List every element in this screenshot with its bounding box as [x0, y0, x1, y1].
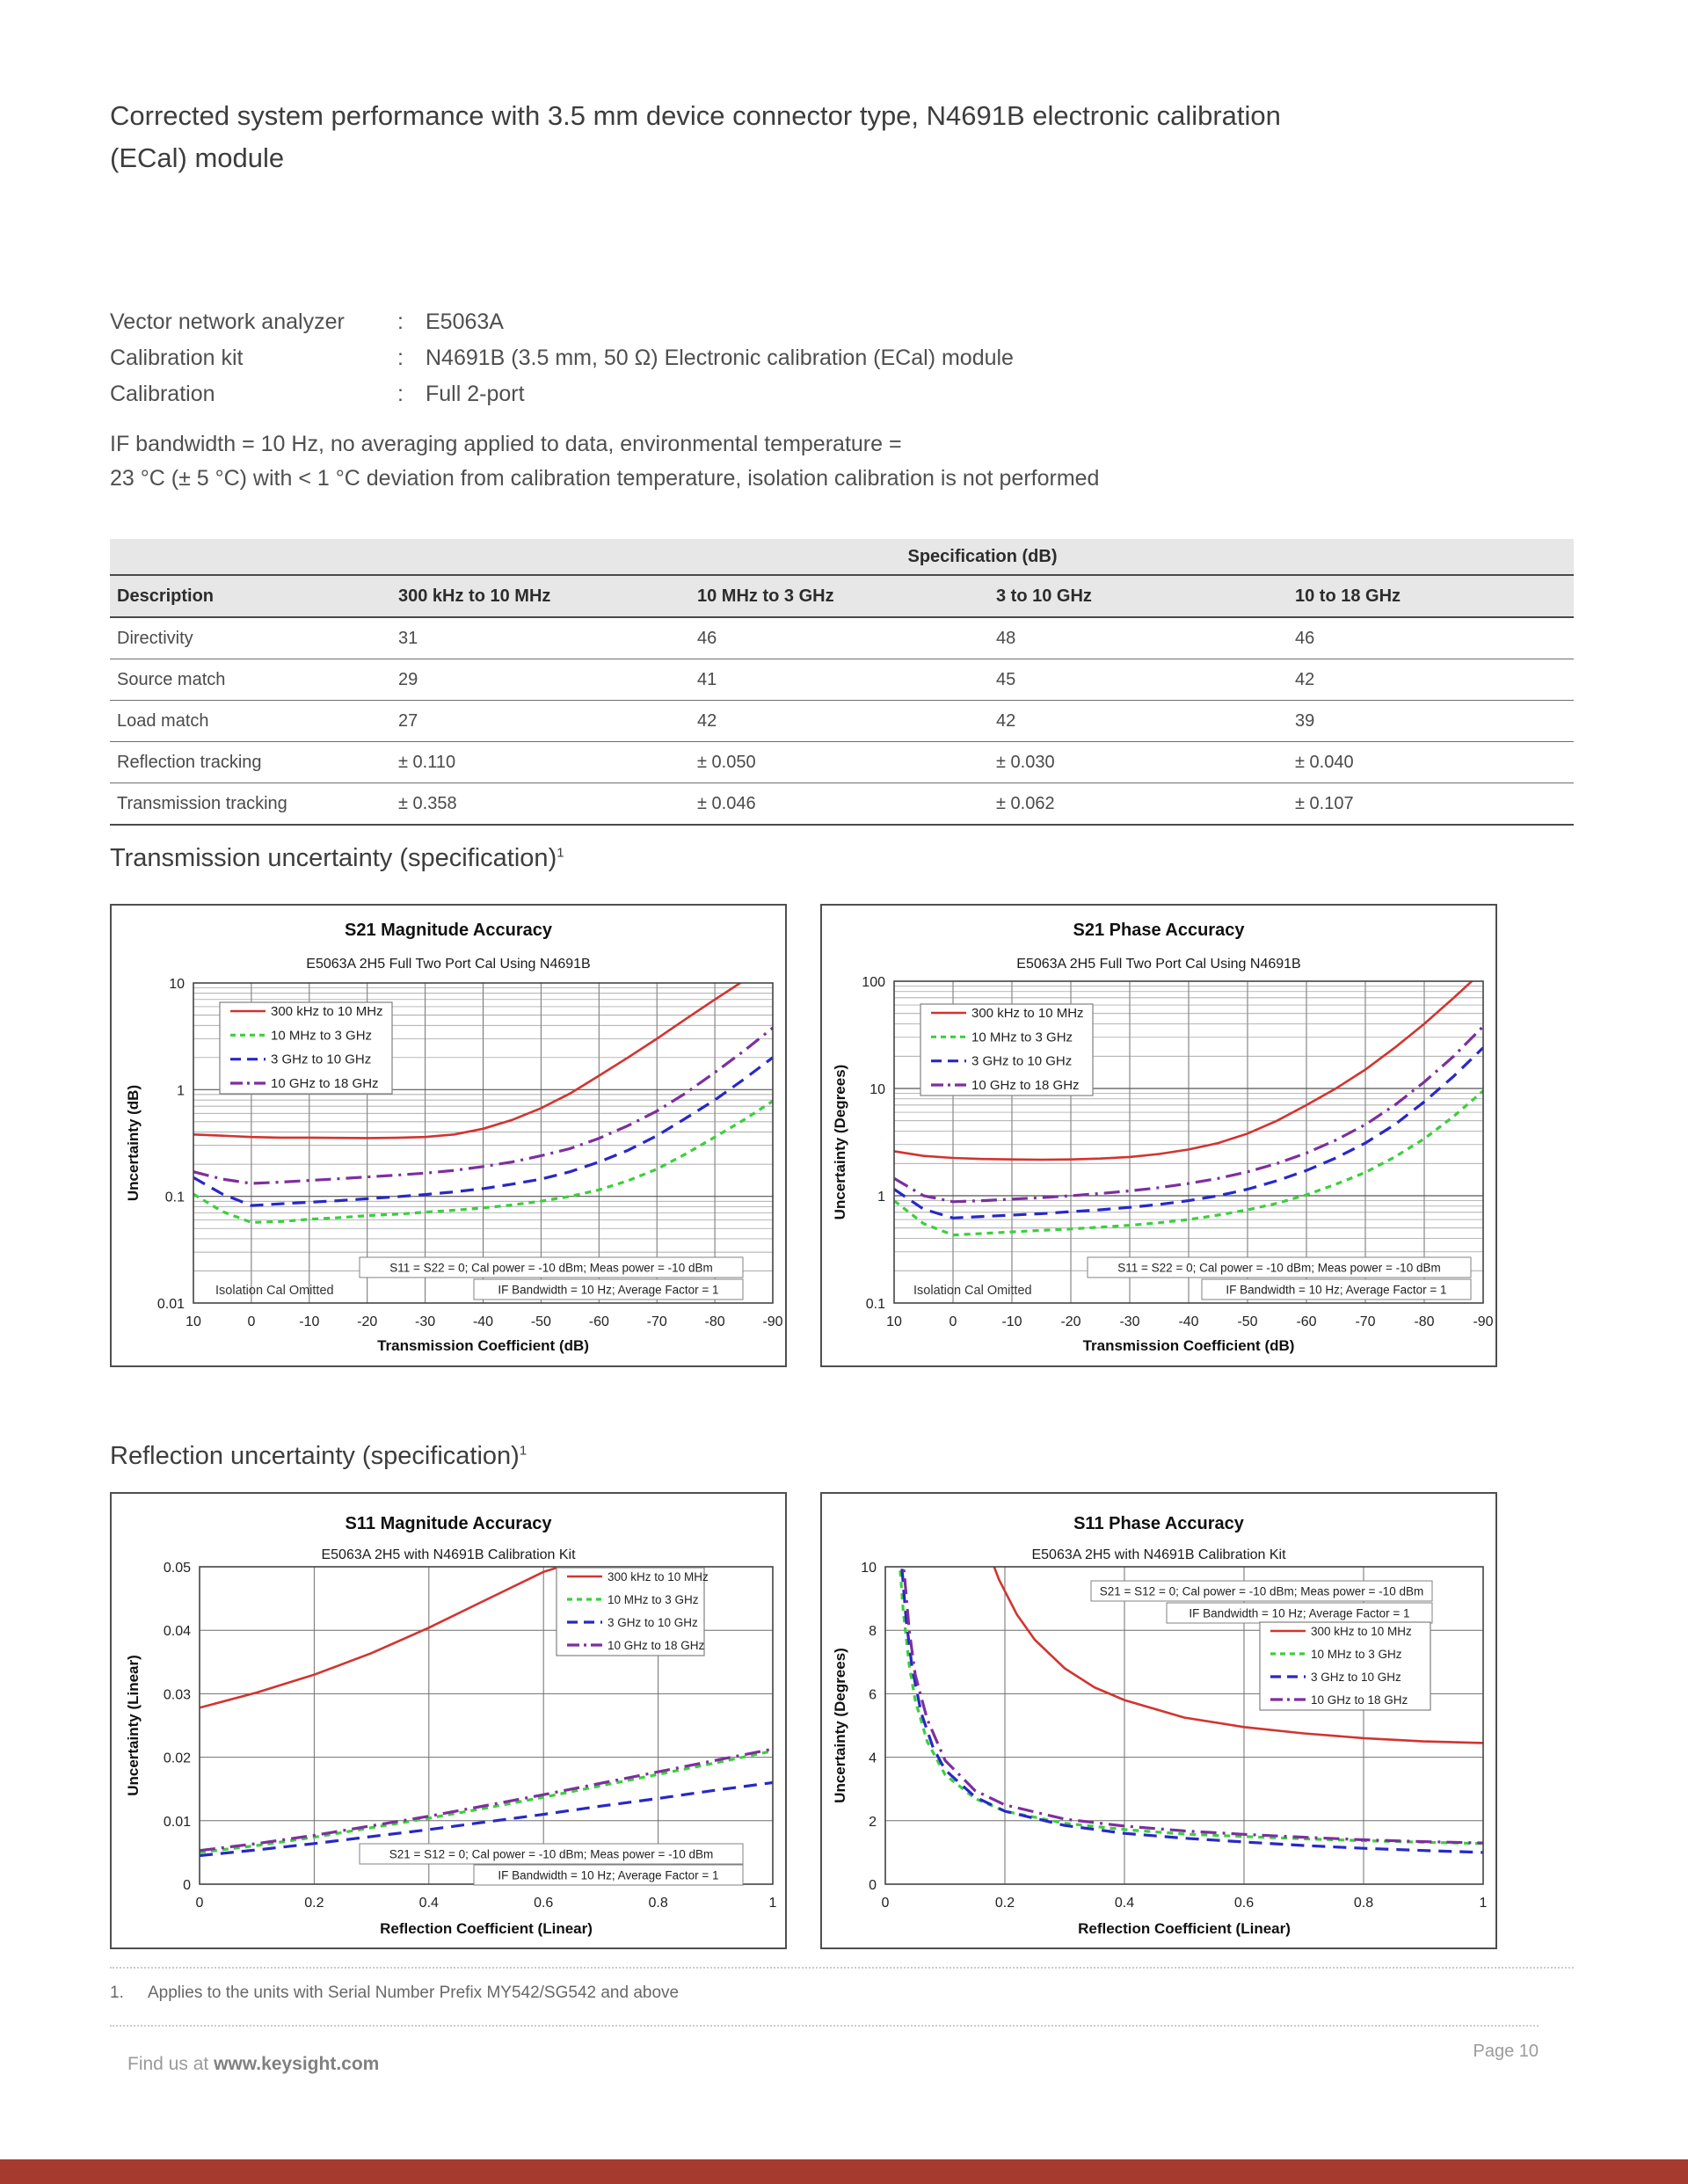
annotation-text: S11 = S22 = 0; Cal power = -10 dBm; Meas power = -10 dBm [1117, 1261, 1441, 1275]
annotation-text: IF Bandwidth = 10 Hz; Average Factor = 1 [498, 1283, 719, 1297]
x-tick-label: -90 [1473, 1314, 1494, 1329]
legend-label: 10 GHz to 18 GHz [271, 1076, 379, 1091]
legend-label: 10 GHz to 18 GHz [1311, 1693, 1408, 1707]
s21-phase-plot [822, 906, 1495, 1365]
x-tick-label: 0.2 [304, 1896, 324, 1911]
spec-col-header-4: 10 to 18 GHz [1295, 586, 1401, 606]
legend-label: 3 GHz to 10 GHz [608, 1616, 698, 1629]
chart-s21-phase [820, 904, 1497, 1367]
x-tick-label: -60 [1296, 1314, 1317, 1329]
x-tick-label: -20 [1060, 1314, 1081, 1329]
y-tick-label: 0.01 [156, 1297, 185, 1312]
y-tick-label: 10 [861, 1561, 877, 1576]
annotation-text: IF Bandwidth = 10 Hz; Average Factor = 1 [498, 1868, 719, 1882]
chart-subtitle: E5063A 2H5 Full Two Port Cal Using N4691B [306, 957, 591, 972]
spec-row-label: Reflection tracking [117, 753, 262, 772]
y-tick-label: 0.05 [163, 1561, 191, 1576]
x-tick-label: 0.8 [1353, 1896, 1374, 1911]
y-tick-label: 0.01 [163, 1814, 191, 1830]
spec-col-header-0: Description [117, 586, 215, 606]
spec-value: ± 0.040 [1295, 753, 1354, 772]
y-tick-label: 10 [869, 1082, 885, 1097]
spec-header-row [110, 576, 1574, 618]
legend-label: 10 MHz to 3 GHz [1311, 1648, 1402, 1661]
legend-label: 3 GHz to 10 GHz [1311, 1671, 1401, 1684]
x-tick-label: -70 [1355, 1314, 1376, 1329]
annotation-text: IF Bandwidth = 10 Hz; Average Factor = 1 [1226, 1283, 1447, 1297]
spec-value: 42 [1295, 670, 1315, 689]
page-number: Page 10 [1473, 2042, 1539, 2061]
spec-row-0 [110, 618, 1574, 659]
annotation-text: IF Bandwidth = 10 Hz; Average Factor = 1 [1189, 1606, 1410, 1620]
legend-label: 10 GHz to 18 GHz [971, 1078, 1080, 1093]
annotation-text: S21 = S12 = 0; Cal power = -10 dBm; Meas power = -10 dBm [389, 1847, 714, 1861]
y-tick-label: 10 [169, 977, 185, 992]
reflection-heading-text: Reflection uncertainty (specification) [110, 1442, 520, 1470]
spec-row-label: Directivity [117, 629, 193, 648]
y-tick-label: 6 [869, 1687, 877, 1703]
y-axis-label: Uncertainty (dB) [125, 1084, 142, 1202]
section-heading-reflection [110, 1442, 527, 1471]
spec-row-label: Transmission tracking [117, 794, 287, 813]
spec-value: 46 [697, 629, 717, 648]
chart-title: S11 Phase Accuracy [1073, 1514, 1244, 1533]
x-tick-label: -90 [762, 1314, 783, 1329]
footer-find-us [127, 2054, 379, 2075]
x-tick-label: 0.4 [418, 1896, 439, 1911]
series-300-khz-to-10-mhz [200, 1557, 589, 1707]
info-value: Full 2-port [426, 382, 525, 406]
chart-subtitle: E5063A 2H5 Full Two Port Cal Using N4691B [1016, 957, 1301, 972]
footnote-ref: 1 [557, 845, 564, 861]
x-tick-label: 0.6 [1233, 1896, 1255, 1911]
spec-band-header: Specification (dB) [907, 547, 1058, 566]
transmission-heading-text: Transmission uncertainty (specification) [110, 844, 557, 872]
chart-title: S11 Magnitude Accuracy [345, 1514, 552, 1533]
spec-value: 41 [697, 670, 717, 689]
spec-value: 46 [1295, 629, 1315, 648]
spec-value: 45 [996, 670, 1016, 689]
x-tick-label: 0 [949, 1314, 957, 1329]
footnote-ref: 1 [519, 1443, 528, 1459]
specification-table [110, 539, 1574, 826]
x-tick-label: -80 [1414, 1314, 1435, 1329]
spec-value: ± 0.110 [398, 753, 456, 772]
spec-row-label: Source match [117, 670, 226, 689]
x-tick-label: 1 [1479, 1896, 1488, 1911]
spec-value: ± 0.050 [697, 753, 756, 772]
spec-value: ± 0.358 [398, 794, 457, 813]
legend-label: 3 GHz to 10 GHz [271, 1052, 372, 1067]
spec-row-label: Load match [117, 711, 209, 731]
x-tick-label: 0 [247, 1314, 256, 1329]
spec-value: ± 0.046 [697, 794, 756, 813]
legend-label: 10 MHz to 3 GHz [271, 1028, 373, 1044]
x-tick-label: -40 [472, 1314, 494, 1329]
spec-value: 39 [1295, 711, 1315, 731]
spec-value: 31 [398, 629, 418, 648]
x-tick-label: -20 [357, 1314, 378, 1329]
conditions-line1: IF bandwidth = 10 Hz, no averaging applied to data, environmental temperature = [110, 432, 902, 456]
y-tick-label: 100 [862, 975, 885, 990]
spec-col-header-2: 10 MHz to 3 GHz [697, 586, 834, 606]
measurement-conditions [110, 427, 1099, 496]
find-us-prefix: Find us at [127, 2054, 215, 2074]
info-label: Calibration kit [110, 346, 244, 370]
annotation-text: S21 = S12 = 0; Cal power = -10 dBm; Meas power = -10 dBm [1099, 1584, 1424, 1598]
footnote-text: Applies to the units with Serial Number Prefix MY542/SG542 and above [148, 1984, 680, 2002]
spec-band [110, 539, 1574, 576]
x-tick-label: 0.4 [1114, 1896, 1135, 1911]
chart-title: S21 Phase Accuracy [1073, 921, 1245, 940]
isolation-note: Isolation Cal Omitted [215, 1284, 334, 1298]
info-colon: : [397, 346, 404, 370]
legend-label: 300 kHz to 10 MHz [971, 1006, 1084, 1021]
spec-col-header-1: 300 kHz to 10 MHz [398, 586, 551, 606]
x-tick-label: -70 [646, 1314, 667, 1329]
chart-subtitle: E5063A 2H5 with N4691B Calibration Kit [321, 1547, 576, 1562]
x-tick-label: -10 [299, 1314, 320, 1329]
y-tick-label: 0.1 [164, 1190, 185, 1205]
x-tick-label: 0.2 [994, 1896, 1015, 1911]
spec-row-2 [110, 701, 1574, 742]
legend-label: 10 MHz to 3 GHz [608, 1593, 699, 1606]
y-tick-label: 0.1 [865, 1297, 885, 1312]
x-tick-label: -30 [1119, 1314, 1140, 1329]
x-axis-label: Reflection Coefficient (Linear) [1078, 1920, 1291, 1937]
page-title [110, 95, 1552, 179]
legend-label: 3 GHz to 10 GHz [971, 1053, 1073, 1069]
x-tick-label: -30 [415, 1314, 436, 1329]
chart-title: S21 Magnitude Accuracy [344, 921, 553, 940]
x-tick-label: -50 [530, 1314, 551, 1329]
s21-magnitude-plot [112, 906, 785, 1365]
spec-value: 42 [996, 711, 1016, 731]
footnote [110, 1984, 679, 2003]
page-title-line1: Corrected system performance with 3.5 mm device connector type, N4691B electronic calibration [110, 100, 1281, 131]
info-value: N4691B (3.5 mm, 50 Ω) Electronic calibration (ECal) module [426, 346, 1014, 370]
y-tick-label: 0 [869, 1878, 877, 1893]
spec-value: ± 0.107 [1295, 794, 1354, 813]
chart-s11-phase [820, 1492, 1497, 1949]
y-tick-label: 0.04 [163, 1624, 191, 1640]
spec-value: 48 [996, 629, 1016, 648]
x-tick-label: -60 [588, 1314, 609, 1329]
y-tick-label: 0 [183, 1878, 191, 1893]
x-tick-label: -40 [1178, 1314, 1199, 1329]
x-tick-label: -50 [1237, 1314, 1258, 1329]
info-value: E5063A [426, 309, 504, 334]
legend-label: 300 kHz to 10 MHz [1311, 1625, 1412, 1638]
chart-subtitle: E5063A 2H5 with N4691B Calibration Kit [1031, 1547, 1286, 1562]
divider-top [110, 1967, 1574, 1969]
spec-table-body [110, 618, 1574, 826]
info-label: Calibration [110, 382, 215, 406]
y-axis-label: Uncertainty (Linear) [125, 1655, 142, 1796]
spec-value: 42 [697, 711, 717, 731]
spec-col-header-3: 3 to 10 GHz [996, 586, 1092, 606]
divider-bottom [110, 2025, 1539, 2027]
conditions-line2: 23 °C (± 5 °C) with < 1 °C deviation from calibration temperature, isolation calibration is not performed [110, 466, 1100, 491]
y-tick-label: 1 [177, 1083, 185, 1099]
info-row-0 [110, 304, 1014, 340]
series-10-ghz-to-18-ghz [200, 1749, 773, 1851]
info-row-1 [110, 340, 1014, 376]
y-tick-label: 0.03 [163, 1687, 191, 1703]
x-tick-label: 10 [186, 1314, 201, 1329]
x-tick-label: -80 [704, 1314, 725, 1329]
brand-accent-bar [0, 2159, 1688, 2184]
y-tick-label: 2 [869, 1814, 877, 1830]
x-axis-label: Reflection Coefficient (Linear) [380, 1920, 593, 1937]
footnote-number: 1. [110, 1984, 124, 2002]
legend-label: 10 MHz to 3 GHz [971, 1030, 1073, 1045]
x-tick-label: -10 [1001, 1314, 1022, 1329]
spec-row-3 [110, 742, 1574, 783]
y-tick-label: 0.02 [163, 1751, 191, 1766]
y-axis-label: Uncertainty (Degrees) [832, 1648, 848, 1803]
info-label: Vector network analyzer [110, 309, 345, 334]
x-axis-label: Transmission Coefficient (dB) [377, 1337, 589, 1354]
x-tick-label: 0 [195, 1896, 204, 1911]
info-colon: : [397, 382, 404, 406]
section-heading-transmission [110, 844, 564, 873]
x-tick-label: 0 [881, 1896, 890, 1911]
y-tick-label: 4 [869, 1751, 877, 1766]
spec-band-empty-cell [110, 539, 391, 574]
info-row-2 [110, 376, 1014, 412]
page-title-line2: (ECal) module [110, 142, 285, 173]
spec-row-4 [110, 783, 1574, 826]
spec-row-1 [110, 659, 1574, 701]
s11-phase-plot [822, 1494, 1495, 1947]
legend-label: 10 GHz to 18 GHz [608, 1639, 705, 1652]
spec-value: 27 [398, 711, 418, 731]
spec-value: 29 [398, 670, 418, 689]
x-tick-label: 0.6 [534, 1896, 554, 1911]
x-tick-label: 1 [768, 1896, 777, 1911]
chart-s11-magnitude [110, 1492, 787, 1949]
info-colon: : [397, 309, 404, 334]
spec-value: ± 0.030 [996, 753, 1055, 772]
y-tick-label: 1 [877, 1190, 885, 1205]
x-tick-label: 10 [886, 1314, 902, 1329]
setup-info-list [110, 304, 1014, 412]
legend-label: 300 kHz to 10 MHz [608, 1570, 709, 1583]
y-tick-label: 8 [869, 1624, 877, 1640]
chart-s21-magnitude [110, 904, 787, 1367]
y-axis-label: Uncertainty (Degrees) [832, 1064, 848, 1220]
x-tick-label: 0.8 [648, 1896, 668, 1911]
x-axis-label: Transmission Coefficient (dB) [1082, 1337, 1295, 1354]
annotation-text: S11 = S22 = 0; Cal power = -10 dBm; Meas power = -10 dBm [389, 1261, 713, 1275]
keysight-url-link[interactable]: www.keysight.com [214, 2054, 380, 2074]
isolation-note: Isolation Cal Omitted [913, 1284, 1032, 1298]
legend-label: 300 kHz to 10 MHz [271, 1004, 383, 1019]
s11-magnitude-plot [112, 1494, 785, 1947]
spec-value: ± 0.062 [996, 794, 1055, 813]
